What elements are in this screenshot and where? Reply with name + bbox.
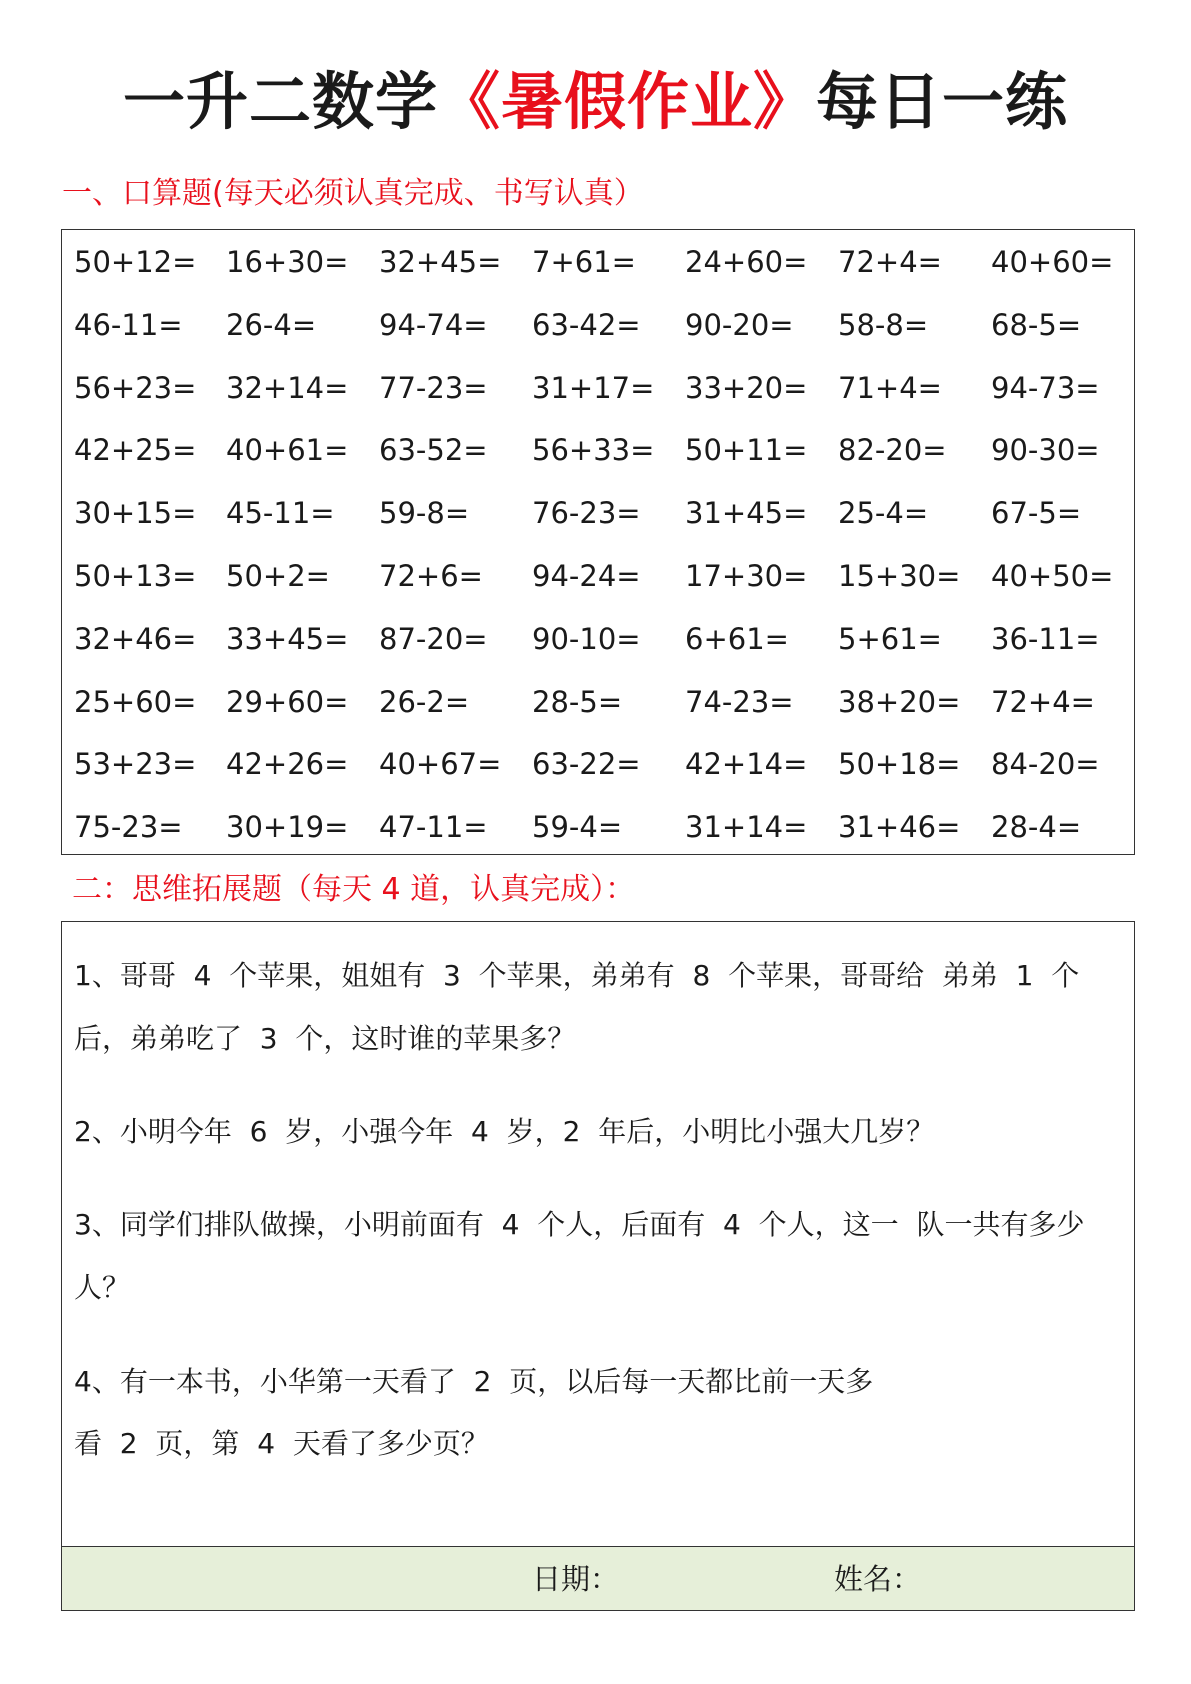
section-2-heading: 二：思维拓展题（每天 4 道，认真完成）：: [72, 872, 636, 907]
arithmetic-problem: 33+45=: [226, 621, 349, 656]
arithmetic-problem: 74-23=: [685, 684, 794, 719]
arithmetic-problem: 32+46=: [74, 621, 197, 656]
arithmetic-problem: 58-8=: [838, 307, 929, 342]
question-2: 2、小明今年 6 岁，小强今年 4 岁，2 年后，小明比小强大几岁？: [74, 1115, 935, 1148]
arithmetic-problem: 59-8=: [379, 496, 470, 531]
name-label: 姓名：: [834, 1562, 922, 1596]
arithmetic-problem: 84-20=: [991, 747, 1100, 782]
arithmetic-problem: 40+67=: [379, 747, 502, 782]
arithmetic-problem: 42+14=: [685, 747, 808, 782]
arithmetic-problem: 50+12=: [74, 245, 197, 279]
arithmetic-problem: 31+17=: [532, 370, 655, 405]
arithmetic-problem: 40+60=: [991, 245, 1114, 279]
arithmetic-problem: 75-23=: [74, 810, 183, 845]
arithmetic-problem: 30+15=: [74, 496, 197, 531]
arithmetic-problem: 31+14=: [685, 810, 808, 845]
arithmetic-problem: 40+50=: [991, 558, 1114, 593]
arithmetic-problem: 63-42=: [532, 307, 641, 342]
mental-arithmetic-box: [61, 229, 1135, 855]
arithmetic-problem: 90-10=: [532, 621, 641, 656]
arithmetic-problem: 50+2=: [226, 558, 330, 593]
arithmetic-problem: 82-20=: [838, 433, 947, 468]
arithmetic-problem: 28-4=: [991, 810, 1082, 845]
arithmetic-problem: 28-5=: [532, 684, 623, 719]
arithmetic-problem: 94-73=: [991, 370, 1100, 405]
arithmetic-problem: 94-24=: [532, 558, 641, 593]
date-label: 日期：: [532, 1562, 620, 1596]
arithmetic-problem: 42+25=: [74, 433, 197, 468]
arithmetic-problem: 26-2=: [379, 684, 470, 719]
arithmetic-problem: 45-11=: [226, 496, 335, 531]
arithmetic-problem: 50+13=: [74, 558, 197, 593]
arithmetic-problem: 32+14=: [226, 370, 349, 405]
arithmetic-problem: 16+30=: [226, 245, 349, 279]
arithmetic-problem: 5+61=: [838, 621, 942, 656]
arithmetic-problem: 26-4=: [226, 307, 317, 342]
question-3-line-1: 3、同学们排队做操，小明前面有 4 个人，后面有 4 个人，这一 队一共有多少: [74, 1208, 1085, 1241]
arithmetic-problem: 90-20=: [685, 307, 794, 342]
arithmetic-problem: 31+45=: [685, 496, 808, 531]
arithmetic-problem: 90-30=: [991, 433, 1100, 468]
arithmetic-problem: 6+61=: [685, 621, 789, 656]
arithmetic-problem: 59-4=: [532, 810, 623, 845]
arithmetic-problem: 42+26=: [226, 747, 349, 782]
question-1-line-1: 1、哥哥 4 个苹果，姐姐有 3 个苹果，弟弟有 8 个苹果，哥哥给 弟弟 1 个: [74, 959, 1080, 992]
page-title: [0, 62, 1191, 142]
arithmetic-problem: 56+23=: [74, 370, 197, 405]
arithmetic-problem: 31+46=: [838, 810, 961, 845]
arithmetic-problem: 67-5=: [991, 496, 1082, 531]
arithmetic-problem: 72+4=: [991, 684, 1095, 719]
arithmetic-problem: 50+11=: [685, 433, 808, 468]
arithmetic-problem: 36-11=: [991, 621, 1100, 656]
arithmetic-problem: 33+20=: [685, 370, 808, 405]
arithmetic-problem: 24+60=: [685, 245, 808, 279]
arithmetic-problem: 68-5=: [991, 307, 1082, 342]
arithmetic-problem: 17+30=: [685, 558, 808, 593]
arithmetic-problem: 25-4=: [838, 496, 929, 531]
arithmetic-problem: 63-52=: [379, 433, 488, 468]
arithmetic-problem: 25+60=: [74, 684, 197, 719]
arithmetic-problem: 76-23=: [532, 496, 641, 531]
question-3-line-2: 人？: [74, 1271, 131, 1304]
arithmetic-problem: 87-20=: [379, 621, 488, 656]
arithmetic-problem: 38+20=: [838, 684, 961, 719]
arithmetic-problem: 63-22=: [532, 747, 641, 782]
arithmetic-problem: 56+33=: [532, 433, 655, 468]
footer-bar: [62, 1546, 1134, 1610]
section-1-heading: 一、口算题(每天必须认真完成、书写认真）: [62, 176, 644, 211]
arithmetic-problem: 50+18=: [838, 747, 961, 782]
arithmetic-problem: 77-23=: [379, 370, 488, 405]
arithmetic-problem: 29+60=: [226, 684, 349, 719]
arithmetic-problem: 7+61=: [532, 245, 636, 279]
arithmetic-problem: 72+4=: [838, 245, 942, 279]
arithmetic-problem: 15+30=: [838, 558, 961, 593]
question-1-line-2: 后，弟弟吃了 3 个，这时谁的苹果多？: [74, 1022, 576, 1055]
arithmetic-problem: 94-74=: [379, 307, 488, 342]
word-problems-box: [61, 921, 1135, 1611]
question-4-line-2: 看 2 页，第 4 天看了多少页？: [74, 1427, 489, 1460]
arithmetic-problem: 30+19=: [226, 810, 349, 845]
arithmetic-problem: 72+6=: [379, 558, 483, 593]
arithmetic-problem: 47-11=: [379, 810, 488, 845]
title-part-2: 《暑假作业》: [437, 65, 816, 138]
title-part-3: 每日一练: [816, 65, 1069, 138]
title-part-1: 一升二数学: [122, 65, 438, 138]
arithmetic-problem: 46-11=: [74, 307, 183, 342]
arithmetic-problem: 40+61=: [226, 433, 349, 468]
arithmetic-problem: 32+45=: [379, 245, 502, 279]
arithmetic-problem: 53+23=: [74, 747, 197, 782]
arithmetic-problem: 71+4=: [838, 370, 942, 405]
question-4-line-1: 4、有一本书，小华第一天看了 2 页，以后每一天都比前一天多: [74, 1365, 874, 1398]
